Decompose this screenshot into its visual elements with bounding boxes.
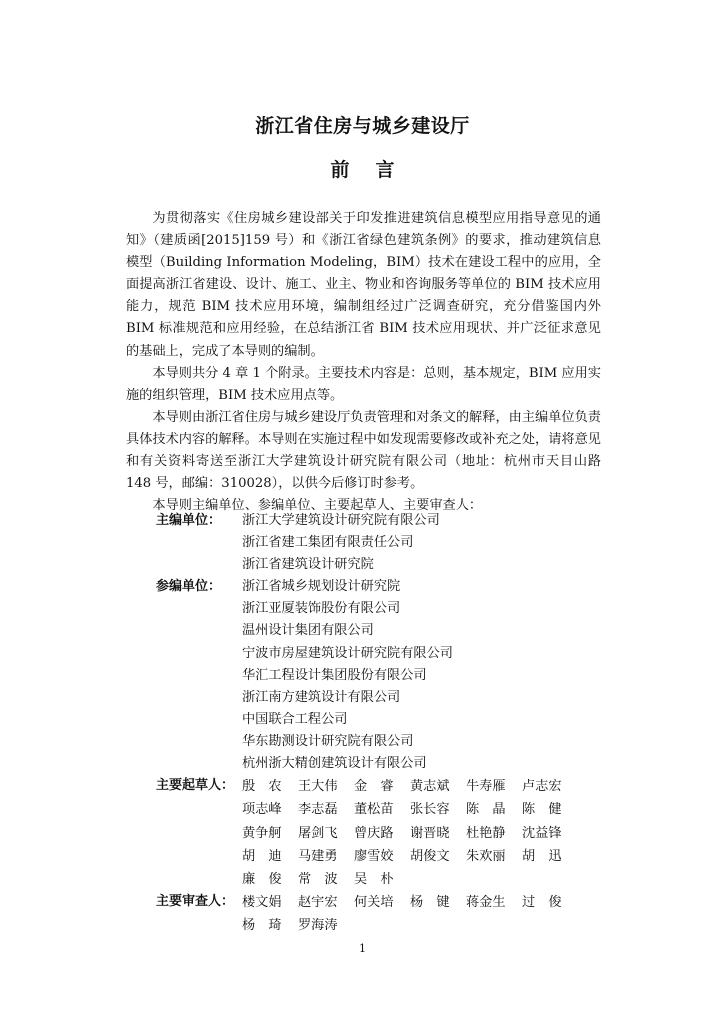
drafter-name: 项志峰	[242, 802, 282, 818]
participating-units-group	[126, 576, 601, 775]
drafter-name: 杜艳静	[466, 825, 506, 841]
paragraph-purpose: 为贯彻落实《住房城乡建设部关于印发推进建筑信息模型应用指导意见的通知》（建质函[2015]159 号）和《浙江省绿色建筑条例》的要求，推动建筑信息模型（Building Information Modeling，BIM）技术在建设工程中的应用，全面提高浙江省建设、设计、施工、业主、物业和咨询服务等单位的 BIM 技术应用能力，规范 BIM 技术应用环境，编制组经过广泛调查研究，充分借鉴国内外 BIM 标准规范和应用经验，在总结浙江省 BIM 技术应用现状、并广泛征求意见的基础上，完成了本导则的编制。	[126, 211, 601, 359]
participating-unit: 华汇工程设计集团股份有限公司	[242, 667, 427, 683]
chief-unit: 浙江省建筑设计研究院	[242, 557, 374, 573]
drafter-name: 金 睿	[354, 779, 394, 795]
reviewer-name: 蒋金生	[466, 895, 506, 911]
reviewer-name: 杨 琦	[242, 918, 282, 934]
organization-title: 浙江省住房与城乡建设厅	[255, 115, 470, 137]
participating-unit: 杭州浙大精创建筑设计有限公司	[242, 756, 427, 772]
reviewers-label: 主要审查人：	[156, 894, 235, 910]
drafter-name: 陈 晶	[466, 802, 506, 818]
participating-unit: 温州设计集团有限公司	[242, 623, 374, 639]
chief-unit: 浙江省建工集团有限责任公司	[242, 535, 414, 551]
reviewer-name: 罗海涛	[298, 918, 338, 934]
drafter-name: 廉 俊	[242, 871, 282, 887]
reviewer-name: 赵宇宏	[298, 895, 338, 911]
chief-units-group	[126, 510, 601, 576]
reviewers-list	[242, 891, 601, 937]
drafter-name: 卢志宏	[522, 779, 562, 795]
participating-units-label: 参编单位：	[156, 579, 222, 595]
roles-section	[126, 510, 601, 938]
paragraph-contents: 本导则共分 4 章 1 个附录。主要技术内容是：总则，基本规定，BIM 应用实施的组织管理，BIM 技术应用点等。	[126, 365, 601, 403]
preface-body	[126, 208, 601, 517]
chief-units-list	[242, 510, 601, 576]
participating-unit: 浙江省城乡规划设计研究院	[242, 579, 401, 595]
drafter-name: 牛寿雁	[466, 779, 506, 795]
reviewer-name: 何关培	[354, 895, 394, 911]
drafter-name: 胡 迅	[522, 848, 562, 864]
page-number: 1	[359, 942, 366, 955]
drafter-name: 胡 迪	[242, 848, 282, 864]
drafter-name: 殷 农	[242, 779, 282, 795]
drafter-name: 黄志斌	[410, 779, 450, 795]
participating-units-list	[242, 576, 601, 775]
drafters-list	[242, 775, 601, 891]
drafter-name: 陈 健	[522, 802, 562, 818]
drafter-name: 沈益锋	[522, 825, 562, 841]
paragraph-management: 本导则由浙江省住房与城乡建设厅负责管理和对条文的解释，由主编单位负责具体技术内容的解释。本导则在实施过程中如发现需要修改或补充之处，请将意见和有关资料寄送至浙江大学建筑设计研究院有限公司（地址：杭州市天目山路 148 号，邮编：310028），以供今后修订时参考。	[126, 409, 601, 492]
participating-unit: 宁波市房屋建筑设计研究院有限公司	[242, 645, 453, 661]
drafter-name: 王大伟	[298, 779, 338, 795]
drafter-name: 胡俊文	[410, 848, 450, 864]
reviewers-group	[126, 891, 601, 937]
participating-unit: 中国联合工程公司	[242, 711, 348, 727]
drafter-name: 屠剑飞	[298, 825, 338, 841]
drafter-name: 朱欢丽	[466, 848, 506, 864]
drafters-group	[126, 775, 601, 891]
drafter-name: 谢晋晓	[410, 825, 450, 841]
preface-title	[0, 155, 725, 182]
drafter-name: 吴 朴	[354, 871, 394, 887]
drafter-name: 董松苗	[354, 802, 394, 818]
drafters-label: 主要起草人：	[156, 778, 235, 794]
chief-units-label: 主编单位：	[156, 513, 222, 528]
drafter-name: 李志磊	[298, 802, 338, 818]
participating-unit: 浙江南方建筑设计有限公司	[242, 689, 401, 705]
chief-unit: 浙江大学建筑设计研究院有限公司	[242, 513, 440, 528]
drafter-name: 黄争舸	[242, 825, 282, 841]
paragraph-roles-intro: 本导则主编单位、参编单位、主要起草人、主要审查人：	[152, 498, 483, 514]
participating-unit: 浙江亚厦装饰股份有限公司	[242, 601, 401, 617]
drafter-name: 常 波	[298, 871, 338, 887]
reviewer-name: 杨 键	[410, 895, 450, 911]
drafter-name: 曾庆路	[354, 825, 394, 841]
reviewer-name: 过 俊	[522, 895, 562, 911]
preface-char-1: 前	[330, 159, 350, 181]
reviewer-name: 楼文娟	[242, 895, 282, 911]
drafter-name: 张长容	[410, 802, 450, 818]
drafter-name: 廖雪姣	[354, 848, 394, 864]
participating-unit: 华东勘测设计研究院有限公司	[242, 733, 414, 749]
drafter-name: 马建勇	[298, 848, 338, 864]
preface-char-2: 言	[375, 159, 395, 181]
